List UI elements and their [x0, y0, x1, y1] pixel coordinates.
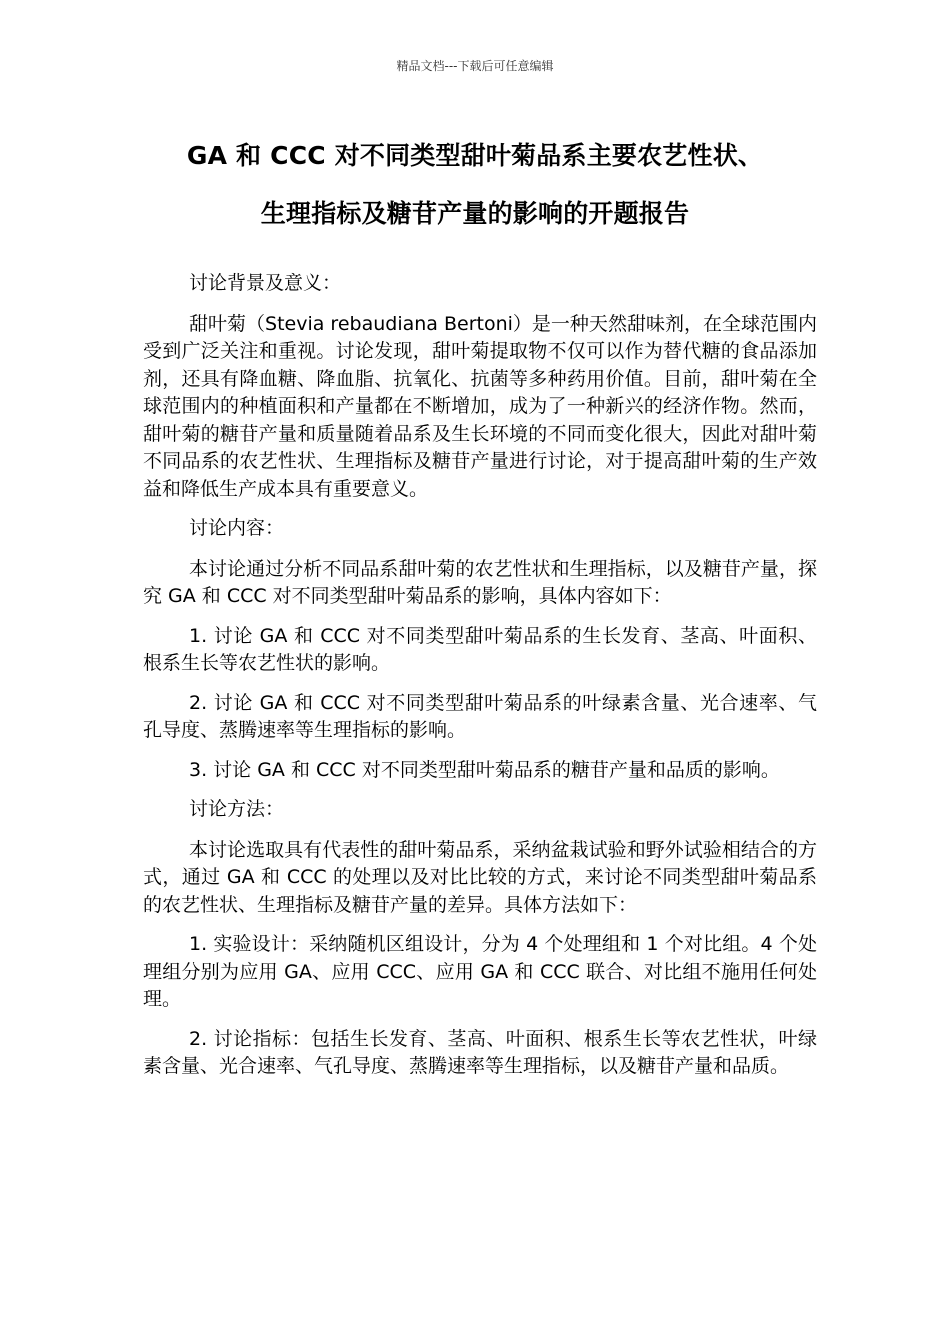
section-heading-method: 讨论方法： — [189, 798, 285, 820]
section-heading-content: 讨论内容： — [189, 517, 285, 539]
paragraph-content-intro: 本讨论通过分析不同品系甜叶菊的农艺性状和生理指标，以及糖苷产量，探究 GA 和 CCC 对不同类型甜叶菊品系的影响，具体内容如下： — [143, 557, 817, 607]
method-item-2: 2. 讨论指标：包括生长发育、茎高、叶面积、根系生长等农艺性状，叶绿素含量、光合速率、气孔导度、蒸腾速率等生理指标，以及糖苷产量和品质。 — [143, 1027, 817, 1077]
header-note: 精品文档---下载后可任意编辑 — [396, 59, 554, 73]
content-item-2: 2. 讨论 GA 和 CCC 对不同类型甜叶菊品系的叶绿素含量、光合速率、气孔导度、蒸腾速率等生理指标的影响。 — [143, 691, 817, 741]
method-item-1: 1. 实验设计：采纳随机区组设计，分为 4 个处理组和 1 个对比组。4 个处理组分别为应用 GA、应用 CCC、应用 GA 和 CCC 联合、对比组不施用任何处理。 — [143, 933, 817, 1010]
document-title-line-1: GA 和 CCC 对不同类型甜叶菊品系主要农艺性状、 — [186, 141, 764, 170]
content-item-3: 3. 讨论 GA 和 CCC 对不同类型甜叶菊品系的糖苷产量和品质的影响。 — [189, 758, 780, 781]
document-title-line-2: 生理指标及糖苷产量的影响的开题报告 — [260, 199, 690, 228]
content-item-1: 1. 讨论 GA 和 CCC 对不同类型甜叶菊品系的生长发育、茎高、叶面积、根系生长等农艺性状的影响。 — [143, 624, 817, 674]
paragraph-background: 甜叶菊（Stevia rebaudiana Bertoni）是一种天然甜味剂，在全球范围内受到广泛关注和重视。讨论发现，甜叶菊提取物不仅可以作为替代糖的食品添加剂，还具有降血糖、降血脂、抗氧化、抗菌等多种药用价值。目前，甜叶菊在全球范围内的种植面积和产量都在不断增加，成为了一种新兴的经济作物。然而，甜叶菊的糖苷产量和质量随着品系及生长环境的不同而变化很大，因此对甜叶菊不同品系的农艺性状、生理指标及糖苷产量进行讨论，对于提高甜叶菊的生产效益和降低生产成本具有重要意义。 — [143, 312, 817, 500]
document-body — [143, 270, 817, 1093]
paragraph-method-intro: 本讨论选取具有代表性的甜叶菊品系，采纳盆栽试验和野外试验相结合的方式，通过 GA 和 CCC 的处理以及对比比较的方式，来讨论不同类型甜叶菊品系的农艺性状、生理指标及糖苷产量的差异。具体方法如下： — [143, 838, 817, 916]
section-heading-background: 讨论背景及意义： — [189, 272, 342, 294]
